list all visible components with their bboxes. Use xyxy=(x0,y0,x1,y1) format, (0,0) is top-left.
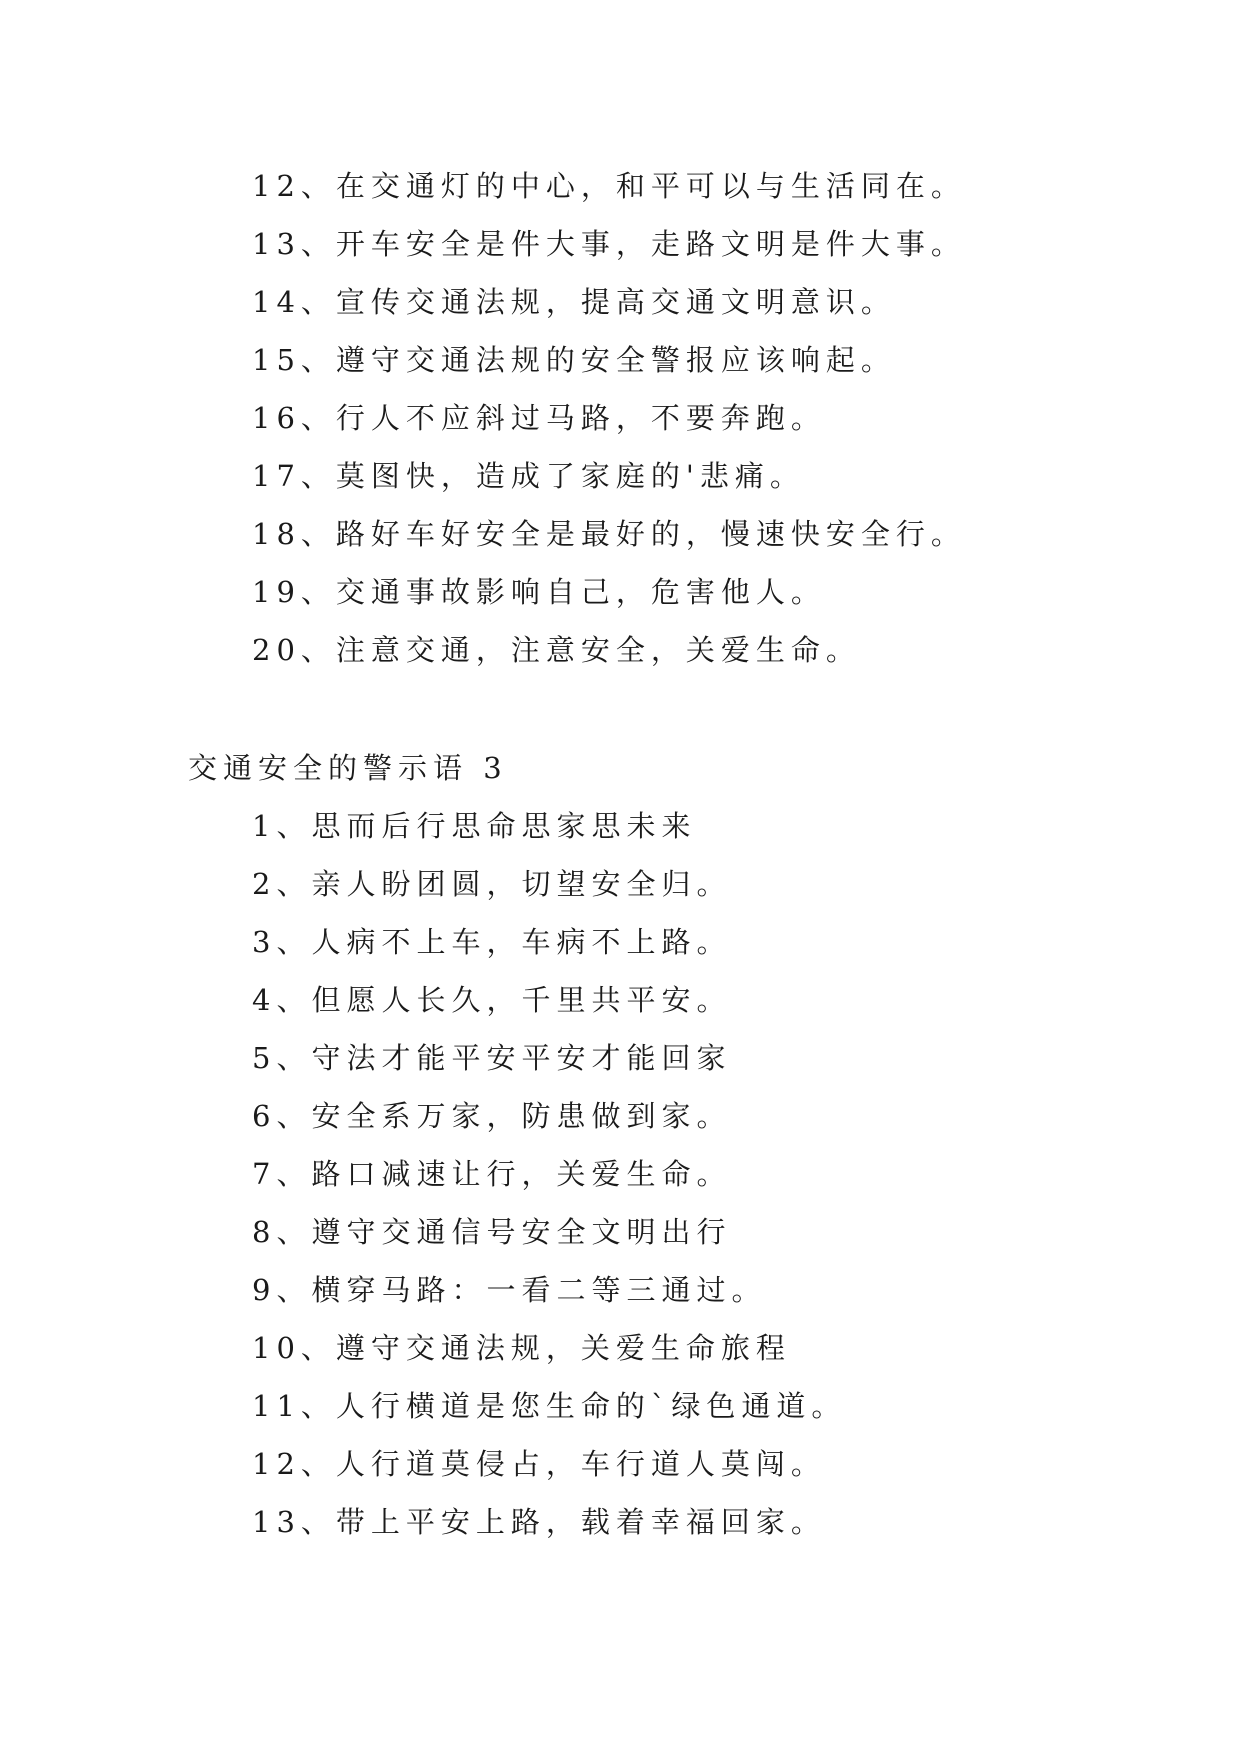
list-item: 12、在交通灯的中心，和平可以与生活同在。 xyxy=(252,169,966,203)
list-item: 5、守法才能平安平安才能回家 xyxy=(252,1041,732,1075)
list-item: 12、人行道莫侵占，车行道人莫闯。 xyxy=(252,1447,826,1481)
list-item: 1、思而后行思命思家思未来 xyxy=(252,809,697,843)
list-item: 15、遵守交通法规的安全警报应该响起。 xyxy=(252,343,896,377)
section-heading-block xyxy=(0,739,1241,797)
list-item: 13、带上平安上路，载着幸福回家。 xyxy=(252,1505,826,1539)
list-item: 8、遵守交通信号安全文明出行 xyxy=(252,1215,732,1249)
continued-slogan-list xyxy=(0,157,1241,679)
list-item: 10、遵守交通法规，关爱生命旅程 xyxy=(252,1331,791,1365)
list-item: 4、但愿人长久，千里共平安。 xyxy=(252,983,732,1017)
list-item: 3、人病不上车，车病不上路。 xyxy=(252,925,732,959)
list-item: 19、交通事故影响自己，危害他人。 xyxy=(252,575,826,609)
list-item: 7、路口减速让行，关爱生命。 xyxy=(252,1157,732,1191)
list-item: 18、路好车好安全是最好的，慢速快安全行。 xyxy=(252,517,966,551)
list-item: 13、开车安全是件大事，走路文明是件大事。 xyxy=(252,227,966,261)
list-item: 17、莫图快，造成了家庭的'悲痛。 xyxy=(252,459,805,493)
list-item: 9、横穿马路：一看二等三通过。 xyxy=(252,1273,767,1307)
list-item: 6、安全系万家，防患做到家。 xyxy=(252,1099,732,1133)
list-item: 11、人行横道是您生命的`绿色通道。 xyxy=(252,1389,847,1423)
list-item: 16、行人不应斜过马路，不要奔跑。 xyxy=(252,401,826,435)
list-item: 2、亲人盼团圆，切望安全归。 xyxy=(252,867,732,901)
list-item: 20、注意交通，注意安全，关爱生命。 xyxy=(252,633,861,667)
list-item: 14、宣传交通法规，提高交通文明意识。 xyxy=(252,285,896,319)
section-heading: 交通安全的警示语 3 xyxy=(188,751,508,785)
section-slogan-list xyxy=(0,797,1241,1551)
